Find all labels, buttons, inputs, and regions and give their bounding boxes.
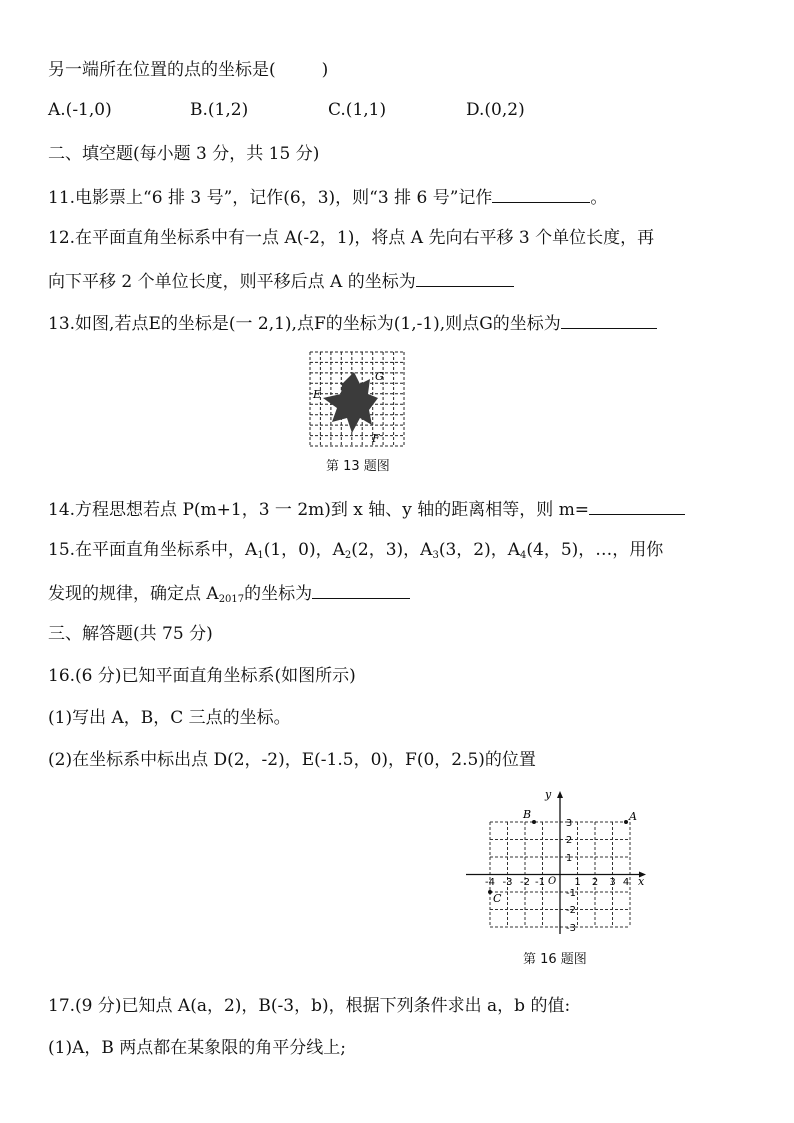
fig16-axis-x: x [638, 875, 645, 888]
fig16-label-c: C [493, 892, 502, 905]
question-14: 14.方程思想若点 P(m+1，3 一 2m)到 x 轴、y 轴的距离相等，则 m= [48, 496, 685, 522]
question-11: 11.电影票上“6 排 3 号”，记作(6，3)，则“3 排 6 号”记作 。 [48, 184, 607, 210]
x-tick: 3 [609, 877, 616, 888]
x-tick: 4 [622, 877, 630, 888]
section-answer-heading: 三、解答题(共 75 分) [48, 624, 213, 644]
fig16-label-b: B [523, 808, 532, 821]
y-tick: -1 [566, 888, 576, 899]
x-tick: -2 [520, 877, 530, 888]
y-tick: 1 [565, 853, 573, 864]
fig13-label-e: E [313, 388, 322, 401]
x-tick: -4 [485, 877, 495, 888]
fig16-origin: O [548, 876, 557, 887]
y-tick: -3 [566, 923, 576, 934]
question-16-part1: (1)写出 A，B，C 三点的坐标。 [48, 708, 291, 728]
fig16-axis-y: y [545, 788, 552, 801]
x-tick: 1 [574, 877, 581, 888]
question-17-part1: (1)A，B 两点都在某象限的角平分线上; [48, 1038, 346, 1058]
x-tick: -1 [535, 877, 545, 888]
option-b: B.(1,2) [190, 100, 249, 120]
fig16-label-a: A [629, 810, 637, 823]
y-tick: 2 [565, 835, 573, 846]
figure-16-caption: 第 16 题图 [523, 952, 587, 967]
question-15-line1: 15.在平面直角坐标系中，$A_1(1$，0)，$A_2(2$，3)，$A_3(3$，2)，$A_4(4$，5)，…，用你 [48, 540, 664, 561]
fig16-point-b [532, 820, 536, 824]
question-13: 13.如图,若点E的坐标是(一 2,1),点F的坐标为(1,-1),则点G的坐标为 [48, 310, 657, 336]
y-tick: 3 [565, 818, 573, 829]
x-tick: 2 [591, 877, 599, 888]
question-12-line1: 12.在平面直角坐标系中有一点 A(-2，1)，将点 A 先向右平移 3 个单位长度，再 [48, 228, 655, 248]
fig13-label-g: G [375, 370, 384, 383]
question-12-line2: 向下平移 2 个单位长度，则平移后点 A 的坐标为 [48, 268, 514, 294]
figure-13-caption: 第 13 题图 [326, 459, 390, 474]
figure-16 [462, 788, 652, 938]
fig16-point-c [488, 890, 492, 894]
option-d: D.(0,2) [466, 100, 525, 120]
fig13-label-f: F [372, 432, 380, 445]
figure-13 [308, 350, 408, 450]
fig16-point-a [624, 820, 628, 824]
section-fill-blank-heading: 二、填空题(每小题 3 分，共 15 分) [48, 144, 320, 164]
question-17: 17.(9 分)已知点 A(a，2)，B(-3，b)，根据下列条件求出 a，b 的值: [48, 996, 571, 1016]
question-16: 16.(6 分)已知平面直角坐标系(如图所示) [48, 666, 356, 686]
y-tick: -2 [566, 905, 576, 916]
q10-tail: 另一端所在位置的点的坐标是( ) [48, 60, 329, 80]
question-15-line2: 发现的规律，确定点 $A_{2017}$的坐标为 [48, 580, 410, 612]
option-a: A.(-1,0) [48, 100, 112, 120]
question-16-part2: (2)在坐标系中标出点 D(2，-2)，E(-1.5，0)，F(0，2.5)的位置 [48, 750, 536, 770]
x-tick: -3 [502, 877, 513, 888]
option-c: C.(1,1) [328, 100, 387, 120]
